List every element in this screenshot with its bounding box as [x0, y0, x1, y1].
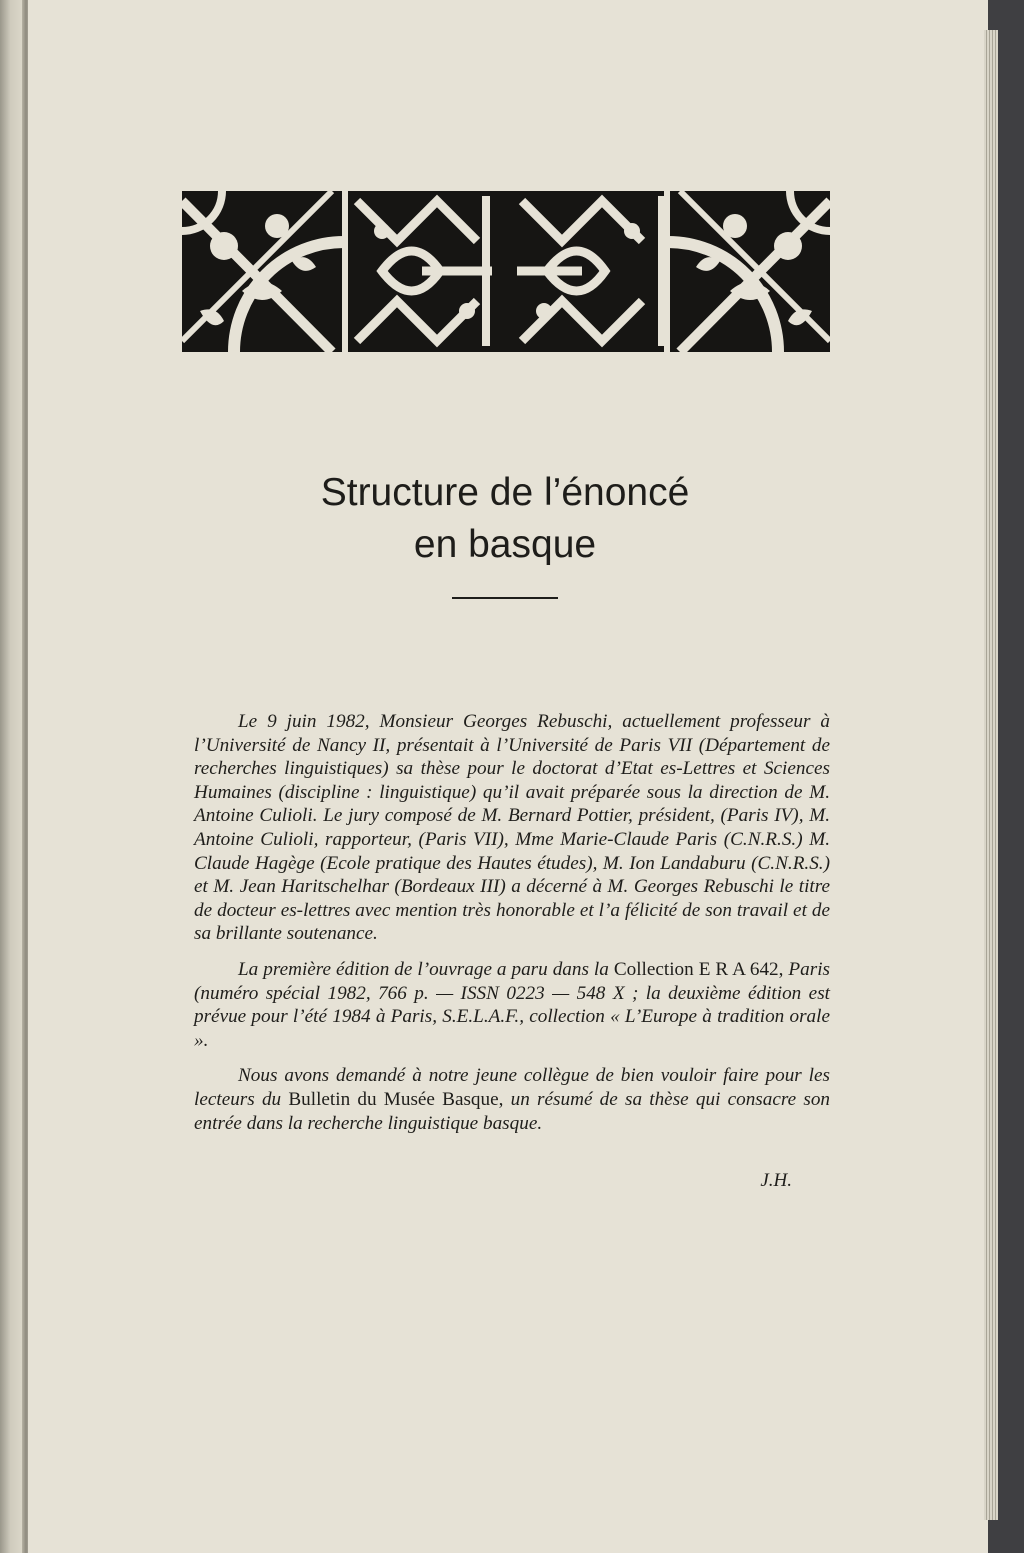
bulletin-name: Bulletin du Musée Basque, — [288, 1088, 504, 1110]
paragraph-thesis-defense: Le 9 juin 1982, Monsieur Georges Rebuschi, actuellement professeur à l’Université de Nancy II, présentait à l’Université de Paris VII (Département de recherches linguistiques) sa thèse pour le doctorat d’Etat es-Lettres et Sciences Humaines (discipline : linguistique) qu’il avait préparée sous la direction de M. Antoine Culioli. Le jury composé de M. Bernard Pottier, président, (Paris IV), M. Antoine Culioli, rapporteur, (Paris VII), Mme Marie-Claude Paris (C.N.R.S.) M. Claude Hagège (Ecole pratique des Hautes études), M. Ion Landaburu (C.N.R.S.) et M. Jean Haritschelhar (Bordeaux III) a décerné à M. Georges Rebuschi le titre de docteur es-lettres avec mention très honorable et l’a félicité de son travail et de sa brillante soutenance. — [194, 711, 830, 945]
basque-ornament-banner — [182, 191, 830, 352]
article-title-line-1: Structure de l’énoncé — [320, 471, 690, 514]
paragraph-request-text-b: un résumé de sa thèse qui consacre son entrée dans la recherche linguistique basque. — [194, 1088, 831, 1134]
paragraph-publication-text-a: La première édition de l’ouvrage a paru dans la — [238, 958, 609, 980]
page-stack-edge — [984, 30, 998, 1520]
paragraph-publication-text-b: Paris (numéro spécial 1982, 766 p. — ISSN 0223 — 548 X ; la deuxième édition est prévue pour l’été 1984 à Paris, S.E.L.A.F., collection « L’Europe à tradition orale ». — [194, 958, 831, 1051]
paragraph-request — [194, 1064, 830, 1135]
author-initials: J.H. — [760, 1170, 792, 1191]
introduction-text — [194, 710, 830, 1147]
collection-name: Collection E R A 642, — [613, 958, 784, 980]
paragraph-publication — [194, 958, 830, 1052]
article-title-line-2: en basque — [413, 523, 597, 566]
title-divider — [452, 597, 558, 599]
article-title — [200, 467, 810, 571]
paragraph-request-text-a: Nous avons demandé à notre jeune collègue de bien vouloir faire pour les lecteurs du — [194, 1065, 830, 1110]
